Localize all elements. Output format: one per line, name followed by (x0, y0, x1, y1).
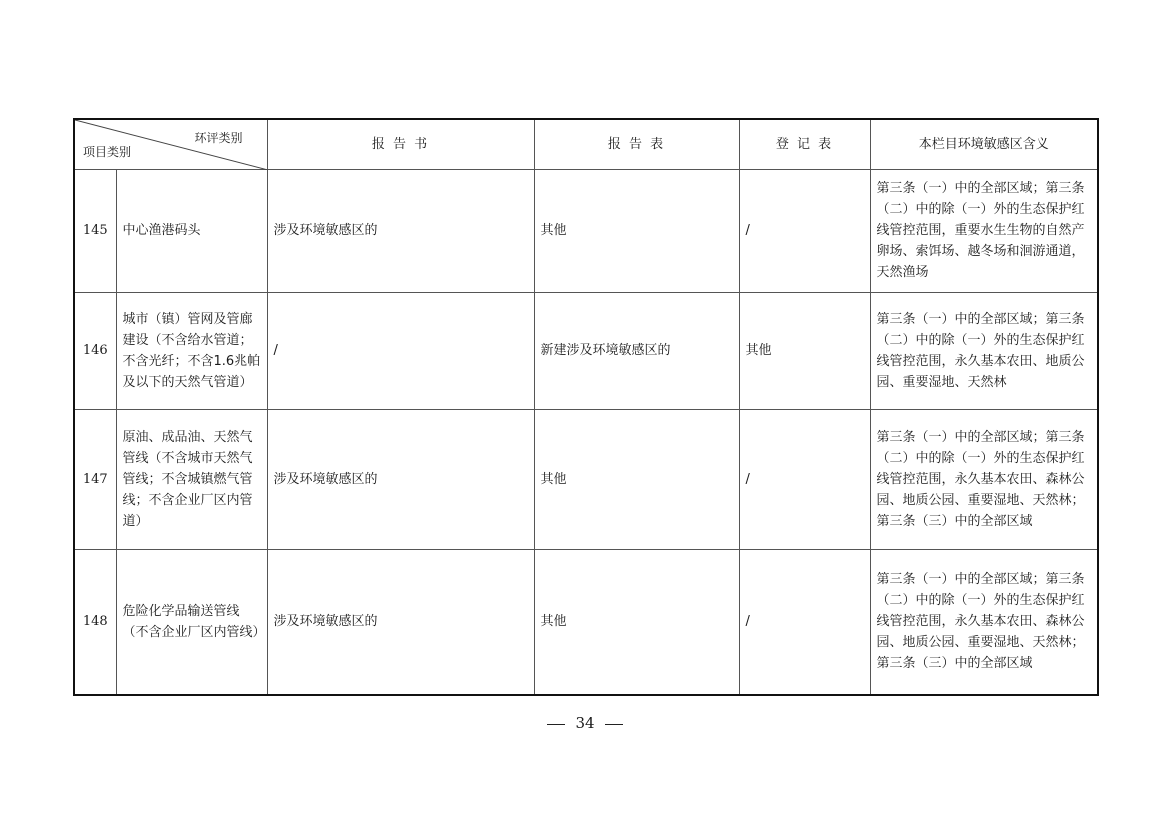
page-number: 34 (575, 714, 595, 732)
form-criteria: 其他 (534, 549, 739, 695)
table-row (74, 169, 1098, 292)
footer-dash-left (547, 724, 565, 725)
col-header-sensitive-area: 本栏目环境敏感区含义 (870, 119, 1098, 169)
table-header-row (74, 119, 1098, 169)
row-number: 145 (74, 169, 116, 292)
project-category: 城市（镇）管网及管廊建设（不含给水管道；不含光纤；不含1.6兆帕及以下的天然气管道） (116, 292, 267, 409)
project-category: 危险化学品输送管线（不含企业厂区内管线） (116, 549, 267, 695)
register-criteria: / (739, 409, 870, 549)
report-criteria: 涉及环境敏感区的 (267, 169, 534, 292)
project-category: 中心渔港码头 (116, 169, 267, 292)
footer-dash-right (605, 724, 623, 725)
sensitive-area-definition: 第三条（一）中的全部区域；第三条（二）中的除（一）外的生态保护红线管控范围，永久基本农田、森林公园、地质公园、重要湿地、天然林；第三条（三）中的全部区域 (870, 409, 1098, 549)
col-header-report: 报 告 书 (267, 119, 534, 169)
form-criteria: 新建涉及环境敏感区的 (534, 292, 739, 409)
form-criteria: 其他 (534, 169, 739, 292)
page-footer (0, 714, 1170, 732)
col-header-register: 登 记 表 (739, 119, 870, 169)
col-header-form: 报 告 表 (534, 119, 739, 169)
register-criteria: / (739, 549, 870, 695)
register-criteria: / (739, 169, 870, 292)
row-number: 148 (74, 549, 116, 695)
report-criteria: 涉及环境敏感区的 (267, 549, 534, 695)
project-category: 原油、成品油、天然气管线（不含城市天然气管线；不含城镇燃气管线；不含企业厂区内管道） (116, 409, 267, 549)
sensitive-area-definition: 第三条（一）中的全部区域；第三条（二）中的除（一）外的生态保护红线管控范围，永久基本农田、森林公园、地质公园、重要湿地、天然林；第三条（三）中的全部区域 (870, 549, 1098, 695)
row-number: 146 (74, 292, 116, 409)
report-criteria: / (267, 292, 534, 409)
row-number: 147 (74, 409, 116, 549)
sensitive-area-definition: 第三条（一）中的全部区域；第三条（二）中的除（一）外的生态保护红线管控范围，重要水生生物的自然产卵场、索饵场、越冬场和洄游通道，天然渔场 (870, 169, 1098, 292)
table-row (74, 292, 1098, 409)
table-row (74, 549, 1098, 695)
sensitive-area-definition: 第三条（一）中的全部区域；第三条（二）中的除（一）外的生态保护红线管控范围，永久基本农田、地质公园、重要湿地、天然林 (870, 292, 1098, 409)
register-criteria: 其他 (739, 292, 870, 409)
form-criteria: 其他 (534, 409, 739, 549)
diagonal-header-cell (74, 119, 267, 169)
eia-category-label: 环评类别 (194, 131, 243, 145)
environmental-classification-table (73, 118, 1099, 696)
project-category-label: 项目类别 (83, 144, 132, 159)
report-criteria: 涉及环境敏感区的 (267, 409, 534, 549)
table-row (74, 409, 1098, 549)
